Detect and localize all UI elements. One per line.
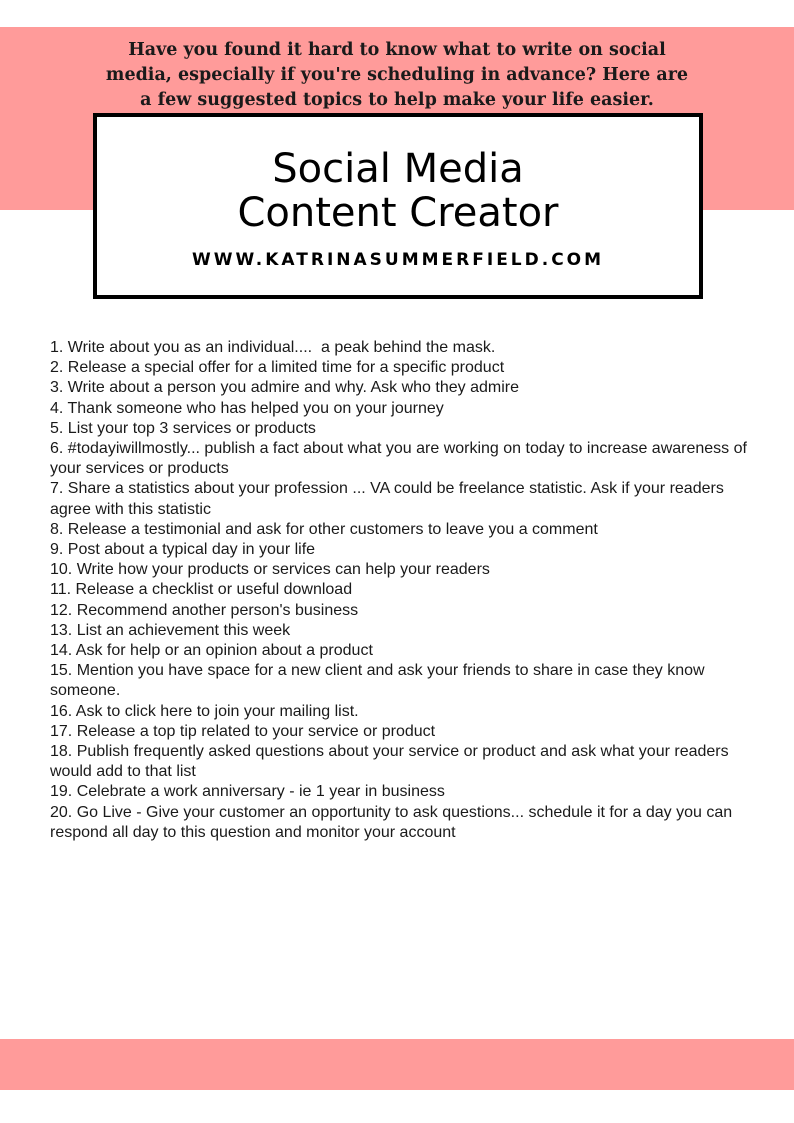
title-box bbox=[93, 113, 703, 299]
list-item: 3. Write about a person you admire and why. Ask who they admire bbox=[50, 379, 519, 397]
list-item: 5. List your top 3 services or products bbox=[50, 419, 316, 437]
list-item: 15. Mention you have space for a new client and ask your friends to share in case they know someone. bbox=[50, 662, 710, 700]
page-title bbox=[97, 117, 699, 235]
list-item: 6. #todayiwillmostly... publish a fact about what you are working on today to increase awareness of your services or products bbox=[50, 440, 752, 478]
list-item: 20. Go Live - Give your customer an opportunity to ask questions... schedule it for a day you can respond all day to this question and monitor your account bbox=[50, 803, 737, 841]
list-item: 16. Ask to click here to join your mailing list. bbox=[50, 702, 359, 720]
list-item: 10. Write how your products or services can help your readers bbox=[50, 561, 490, 579]
list-item: 13. List an achievement this week bbox=[50, 621, 291, 639]
list-item: 7. Share a statistics about your profession ... VA could be freelance statistic. Ask if your readers agree with this statistic bbox=[50, 480, 729, 518]
list-item: 11. Release a checklist or useful download bbox=[50, 581, 353, 599]
list-item: 12. Recommend another person's business bbox=[50, 601, 359, 619]
list-item: 19. Celebrate a work anniversary - ie 1 year in business bbox=[50, 783, 445, 801]
list-item: 8. Release a testimonial and ask for other customers to leave you a comment bbox=[50, 520, 598, 538]
list-item: 9. Post about a typical day in your life bbox=[50, 541, 316, 559]
title-line-2: Content Creator bbox=[237, 190, 559, 236]
list-item: 17. Release a top tip related to your service or product bbox=[50, 722, 436, 740]
topic-list bbox=[50, 338, 760, 843]
list-item: 14. Ask for help or an opinion about a product bbox=[50, 642, 373, 660]
title-line-1: Social Media bbox=[272, 146, 524, 192]
website-url: WWW.KATRINASUMMERFIELD.COM bbox=[191, 250, 605, 270]
list-item: 2. Release a special offer for a limited time for a specific product bbox=[50, 359, 505, 377]
list-item: 1. Write about you as an individual.... a peak behind the mask. bbox=[50, 339, 496, 356]
bottom-accent-band bbox=[0, 1039, 794, 1090]
intro-text: Have you found it hard to know what to write on social media, especially if you're scheduling in advance? Here are a few suggested topics to help make your life easier. bbox=[105, 40, 689, 110]
list-item: 4. Thank someone who has helped you on your journey bbox=[50, 399, 444, 417]
list-item: 18. Publish frequently asked questions about your service or product and ask what your readers would add to that list bbox=[50, 743, 734, 781]
